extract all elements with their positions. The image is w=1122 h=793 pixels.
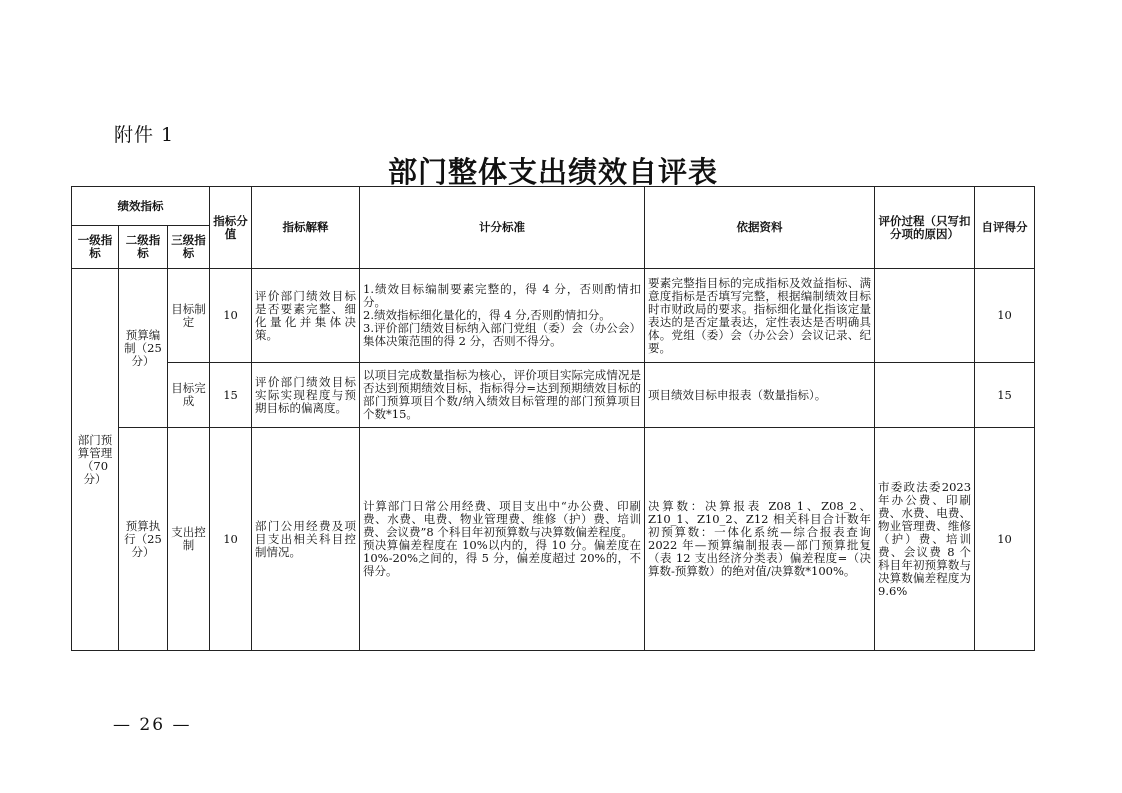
score-cell: 10 <box>210 428 252 651</box>
header-criteria: 计分标准 <box>360 187 645 269</box>
criteria-cell: 1.绩效目标编制要素完整的，得 4 分，否则酌情扣分。 2.绩效指标细化量化的，得 4 分,否则酌情扣分。 3.评价部门绩效目标纳入部门党组（委）会（办公会）集体决策范围的得 2 分，否则不得分。 <box>360 269 645 363</box>
header-self-score: 自评得分 <box>975 187 1035 269</box>
explanation-cell: 评价部门绩效目标实际实现程度与预期目标的偏离度。 <box>252 363 360 428</box>
criteria-cell: 以项目完成数量指标为核心，评价项目实际完成情况是否达到预期绩效目标，指标得分=达到预期绩效目标的部门预算项目个数/纳入绩效目标管理的部门预算项目个数*15。 <box>360 363 645 428</box>
table-row <box>72 363 1035 428</box>
header-level3: 三级指标 <box>168 226 210 269</box>
explanation-cell: 部门公用经费及项目支出相关科目控制情况。 <box>252 428 360 651</box>
header-score-value: 指标分值 <box>210 187 252 269</box>
basis-cell: 决算数：决算报表 Z08_1、Z08_2、Z10_1、Z10_2、Z12 相关科目合计数年初预算数：一体化系统—综合报表查询 2022 年—预算编制报表—部门预算批复（表 12 支出经济分类表）偏差程度=（决算数-预算数）的绝对值/决算数*100%。 <box>645 428 875 651</box>
process-cell: 市委政法委2023 年办公费、印刷费、水费、电费、物业管理费、维修（护）费、培训费、会议费 8 个科目年初预算数与决算数偏差程度为 9.6% <box>875 428 975 651</box>
header-level2: 二级指标 <box>119 226 168 269</box>
process-cell <box>875 269 975 363</box>
score-cell: 10 <box>210 269 252 363</box>
table-row <box>72 428 1035 651</box>
score-cell: 15 <box>210 363 252 428</box>
level3-cell: 目标完成 <box>168 363 210 428</box>
level2-cell: 预算执行（25分） <box>119 428 168 651</box>
evaluation-table <box>71 186 1035 651</box>
header-explanation: 指标解释 <box>252 187 360 269</box>
header-level1: 一级指标 <box>72 226 119 269</box>
criteria-cell: 计算部门日常公用经费、项目支出中“办公费、印刷费、水费、电费、物业管理费、维修（护）费、培训费、会议费”8 个科目年初预算数与决算数偏差程度。 预决算偏差程度在 10%以内的，得 10 分。偏差度在 10%-20%之间的，得 5 分，偏差度超过 20%的，不得分。 <box>360 428 645 651</box>
page-number: — 26 — <box>113 715 192 735</box>
page-title: 部门整体支出绩效自评表 <box>387 155 718 189</box>
basis-cell: 项目绩效目标申报表（数量指标）。 <box>645 363 875 428</box>
header-process: 评价过程（只写扣分项的原因） <box>875 187 975 269</box>
self-score-cell: 15 <box>975 363 1035 428</box>
level3-cell: 支出控制 <box>168 428 210 651</box>
process-cell <box>875 363 975 428</box>
header-basis: 依据资料 <box>645 187 875 269</box>
level2-cell: 预算编制（25分） <box>119 269 168 428</box>
self-score-cell: 10 <box>975 269 1035 363</box>
table-row <box>72 269 1035 363</box>
self-score-cell: 10 <box>975 428 1035 651</box>
level1-cell: 部门预算管理（70分） <box>72 269 119 651</box>
level3-cell: 目标制定 <box>168 269 210 363</box>
header-indicator-group: 绩效指标 <box>72 187 210 226</box>
explanation-cell: 评价部门绩效目标是否要素完整、细化量化并集体决策。 <box>252 269 360 363</box>
header-row-top <box>72 187 1035 226</box>
basis-cell: 要素完整指目标的完成指标及效益指标、满意度指标是否填写完整，根据编制绩效目标时市财政局的要求。指标细化量化指该定量表达的是否定量表达，定性表达是否明确具体。党组（委）会（办公会）会议记录、纪要。 <box>645 269 875 363</box>
attachment-label: 附件 1 <box>114 124 175 146</box>
